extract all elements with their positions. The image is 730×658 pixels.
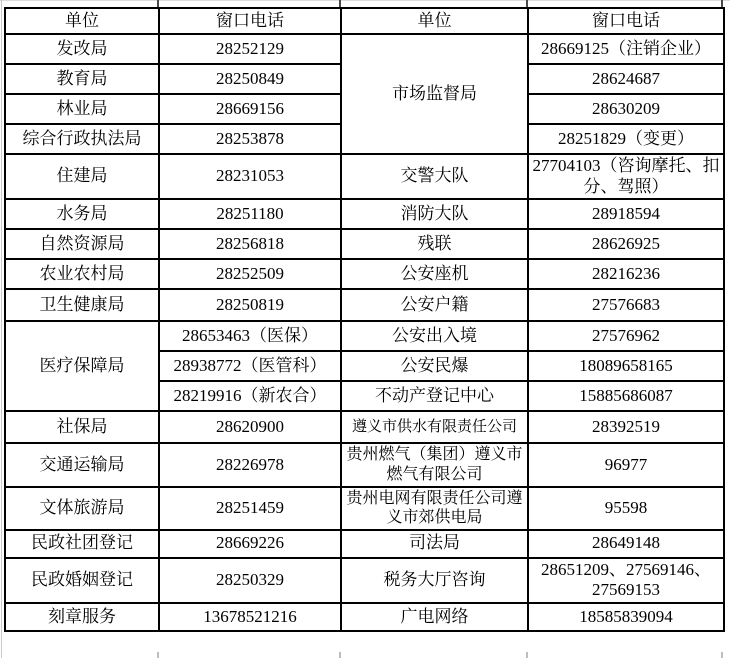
table-row bbox=[5, 530, 724, 558]
phone-cell: 28250819 bbox=[159, 289, 341, 321]
phone-cell: 27576962 bbox=[528, 321, 724, 351]
unit-cell: 广电网络 bbox=[341, 603, 528, 631]
phone-cell: 28651209、27569146、27569153 bbox=[528, 558, 724, 603]
phone-cell: 13678521216 bbox=[159, 603, 341, 631]
table-row bbox=[5, 603, 724, 631]
header-unit-left: 单位 bbox=[5, 8, 159, 34]
unit-cell: 司法局 bbox=[341, 530, 528, 558]
gridline-segment bbox=[721, 652, 723, 658]
phone-cell: 95598 bbox=[528, 487, 724, 530]
phone-cell: 28938772（医管科） bbox=[159, 351, 341, 381]
unit-cell: 自然资源局 bbox=[5, 229, 159, 259]
gridline-segment bbox=[157, 0, 159, 7]
unit-cell: 发改局 bbox=[5, 34, 159, 64]
unit-cell: 农业农村局 bbox=[5, 259, 159, 289]
unit-cell: 社保局 bbox=[5, 411, 159, 443]
unit-cell: 市场监督局 bbox=[341, 34, 528, 154]
table-row bbox=[5, 487, 724, 530]
sheet-top-gridline bbox=[0, 0, 730, 1]
gridline-segment bbox=[526, 652, 528, 658]
table-row bbox=[5, 199, 724, 229]
phone-cell: 28630209 bbox=[528, 94, 724, 124]
phone-cell: 18089658165 bbox=[528, 351, 724, 381]
phone-cell: 28252129 bbox=[159, 34, 341, 64]
unit-cell: 税务大厅咨询 bbox=[341, 558, 528, 603]
phone-cell: 28251829（变更） bbox=[528, 124, 724, 154]
phone-cell: 28256818 bbox=[159, 229, 341, 259]
phone-cell: 28226978 bbox=[159, 443, 341, 486]
unit-cell: 残联 bbox=[341, 229, 528, 259]
phone-cell: 28231053 bbox=[159, 154, 341, 199]
gridline-segment bbox=[339, 0, 341, 7]
unit-cell: 林业局 bbox=[5, 94, 159, 124]
phone-cell: 28251180 bbox=[159, 199, 341, 229]
phone-cell: 28669125（注销企业） bbox=[528, 34, 724, 64]
table-row bbox=[5, 289, 724, 321]
phone-cell: 28669156 bbox=[159, 94, 341, 124]
unit-cell: 公安出入境 bbox=[341, 321, 528, 351]
phone-cell: 28626925 bbox=[528, 229, 724, 259]
unit-cell: 遵义市供水有限责任公司 bbox=[341, 411, 528, 443]
unit-cell: 教育局 bbox=[5, 64, 159, 94]
gridline-segment bbox=[339, 652, 341, 658]
unit-cell: 公安户籍 bbox=[341, 289, 528, 321]
phone-cell: 28219916（新农合） bbox=[159, 381, 341, 411]
phone-directory-table bbox=[4, 7, 725, 632]
header-phone-right: 窗口电话 bbox=[528, 8, 724, 34]
phone-cell: 28392519 bbox=[528, 411, 724, 443]
unit-cell: 公安民爆 bbox=[341, 351, 528, 381]
phone-cell: 28252509 bbox=[159, 259, 341, 289]
phone-cell: 28624687 bbox=[528, 64, 724, 94]
phone-cell: 28253878 bbox=[159, 124, 341, 154]
gridline-segment bbox=[526, 0, 528, 7]
unit-cell: 卫生健康局 bbox=[5, 289, 159, 321]
header-phone-left: 窗口电话 bbox=[159, 8, 341, 34]
phone-cell: 28653463（医保） bbox=[159, 321, 341, 351]
unit-cell: 综合行政执法局 bbox=[5, 124, 159, 154]
phone-cell: 28918594 bbox=[528, 199, 724, 229]
phone-cell: 27576683 bbox=[528, 289, 724, 321]
phone-cell: 28620900 bbox=[159, 411, 341, 443]
header-row bbox=[5, 8, 724, 34]
unit-cell: 文体旅游局 bbox=[5, 487, 159, 530]
phone-cell: 28251459 bbox=[159, 487, 341, 530]
header-unit-right: 单位 bbox=[341, 8, 528, 34]
phone-cell: 28669226 bbox=[159, 530, 341, 558]
phone-cell: 28649148 bbox=[528, 530, 724, 558]
unit-cell: 消防大队 bbox=[341, 199, 528, 229]
phone-cell: 96977 bbox=[528, 443, 724, 486]
unit-cell: 民政社团登记 bbox=[5, 530, 159, 558]
sheet-left-gridline bbox=[1, 0, 2, 658]
unit-cell: 交警大队 bbox=[341, 154, 528, 199]
table-row bbox=[5, 154, 724, 199]
unit-cell: 水务局 bbox=[5, 199, 159, 229]
phone-cell: 28250849 bbox=[159, 64, 341, 94]
table-row bbox=[5, 443, 724, 486]
unit-cell: 不动产登记中心 bbox=[341, 381, 528, 411]
unit-cell: 贵州电网有限责任公司遵义市郊供电局 bbox=[341, 487, 528, 530]
table-row bbox=[5, 34, 724, 64]
table-row bbox=[5, 558, 724, 603]
phone-cell: 27704103（咨询摩托、扣分、驾照） bbox=[528, 154, 724, 199]
table-row bbox=[5, 229, 724, 259]
unit-cell: 住建局 bbox=[5, 154, 159, 199]
table-row bbox=[5, 321, 724, 351]
phone-cell: 18585839094 bbox=[528, 603, 724, 631]
gridline-segment bbox=[157, 652, 159, 658]
table-row bbox=[5, 411, 724, 443]
table-row bbox=[5, 259, 724, 289]
phone-cell: 28216236 bbox=[528, 259, 724, 289]
unit-cell: 医疗保障局 bbox=[5, 321, 159, 411]
unit-cell: 公安座机 bbox=[341, 259, 528, 289]
phone-cell: 28250329 bbox=[159, 558, 341, 603]
unit-cell: 民政婚姻登记 bbox=[5, 558, 159, 603]
phone-cell: 15885686087 bbox=[528, 381, 724, 411]
unit-cell: 贵州燃气（集团）遵义市燃气有限公司 bbox=[341, 443, 528, 486]
gridline-segment bbox=[721, 0, 723, 7]
unit-cell: 刻章服务 bbox=[5, 603, 159, 631]
unit-cell: 交通运输局 bbox=[5, 443, 159, 486]
